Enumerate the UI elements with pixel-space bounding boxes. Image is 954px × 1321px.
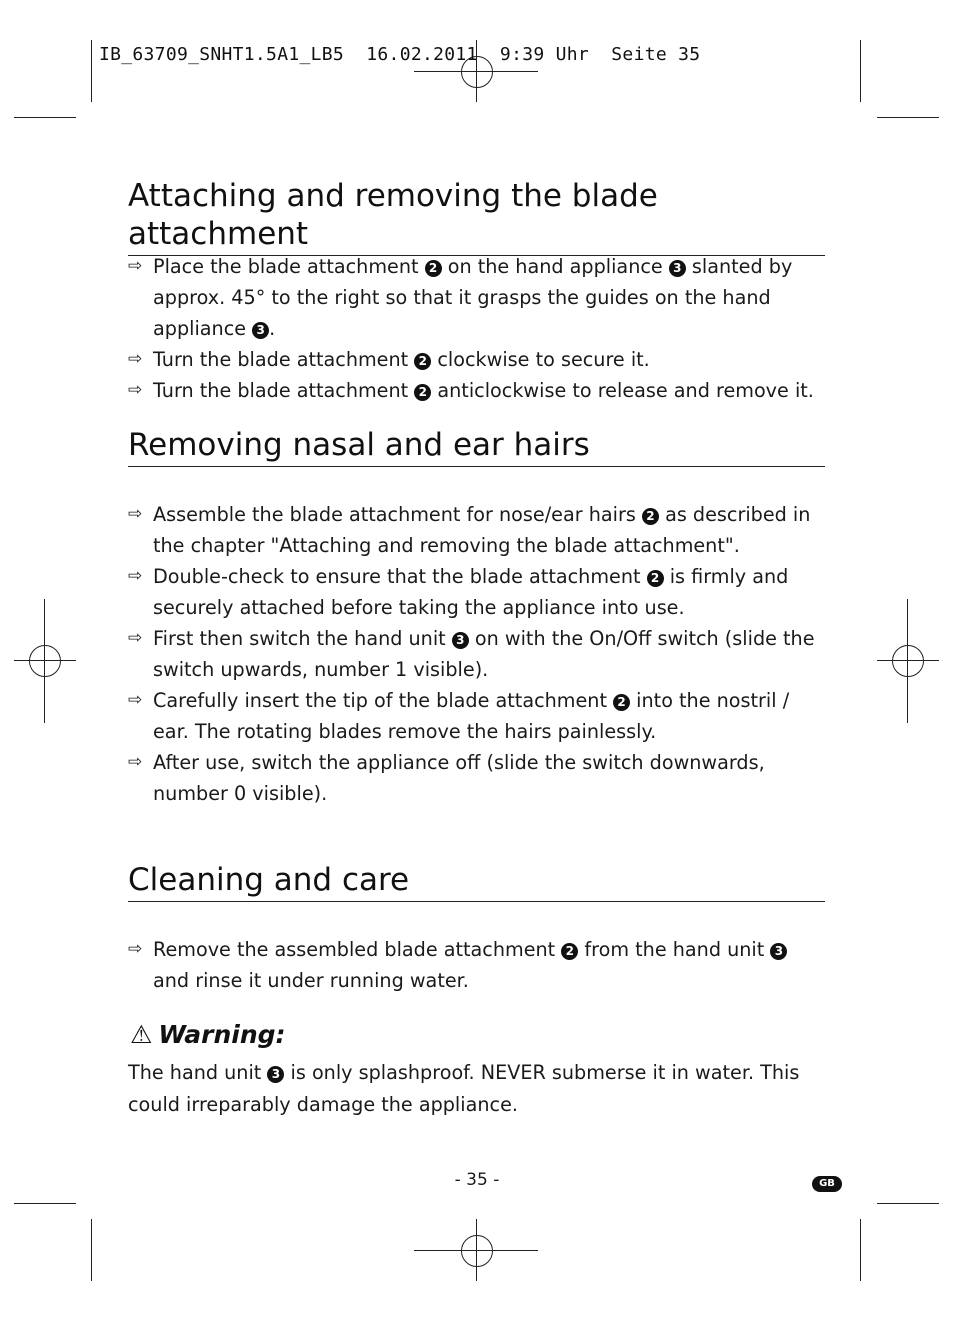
attaching-steps-list — [128, 251, 828, 406]
print-slug: IB_63709_SNHT1.5A1_LB5 16.02.2011 9:39 Uhr Seite 35 — [99, 44, 701, 65]
page-number: - 35 - — [454, 1170, 500, 1190]
arrow-right-icon: ⇨ — [128, 628, 143, 648]
number-badge: 3 — [452, 632, 469, 649]
list-item: ⇨ Assemble the blade attachment for nose/ear hairs 2 as described in the chapter "Attaching and removing the blade attachment". — [128, 499, 828, 561]
number-badge: 3 — [267, 1066, 284, 1083]
arrow-right-icon: ⇨ — [128, 752, 143, 772]
arrow-right-icon: ⇨ — [128, 380, 143, 400]
number-badge: 2 — [642, 508, 659, 525]
list-item: ⇨ Turn the blade attachment 2 clockwise to secure it. — [128, 344, 828, 375]
arrow-right-icon: ⇨ — [128, 566, 143, 586]
list-item: ⇨ Double-check to ensure that the blade attachment 2 is firmly and securely attached before taking the appliance into use. — [128, 561, 828, 623]
arrow-right-icon: ⇨ — [128, 504, 143, 524]
list-item: ⇨ Carefully insert the tip of the blade attachment 2 into the nostril / ear. The rotating blades remove the hairs painlessly. — [128, 685, 828, 747]
list-item: ⇨ Place the blade attachment 2 on the hand appliance 3 slanted by approx. 45° to the right so that it grasps the guides on the hand appliance 3 . — [128, 251, 828, 344]
list-item: ⇨ Turn the blade attachment 2 anticlockwise to release and remove it. — [128, 375, 828, 406]
language-badge: GB — [812, 1176, 842, 1192]
list-item: ⇨ First then switch the hand unit 3 on with the On/Off switch (slide the switch upwards, number 1 visible). — [128, 623, 828, 685]
section-title-cleaning: Cleaning and care — [128, 861, 825, 902]
cleaning-steps-list — [128, 934, 828, 996]
number-badge: 2 — [414, 353, 431, 370]
number-badge: 3 — [770, 943, 787, 960]
removing-hairs-steps-list — [128, 499, 828, 809]
number-badge: 2 — [414, 384, 431, 401]
number-badge: 2 — [561, 943, 578, 960]
arrow-right-icon: ⇨ — [128, 256, 143, 276]
warning-heading: ⚠ Warning: — [130, 1020, 286, 1049]
number-badge: 2 — [647, 570, 664, 587]
warning-triangle-icon: ⚠ — [130, 1020, 153, 1049]
arrow-right-icon: ⇨ — [128, 939, 143, 959]
list-item: ⇨ After use, switch the appliance off (slide the switch downwards, number 0 visible). — [128, 747, 828, 809]
number-badge: 3 — [669, 260, 686, 277]
section-title-removing-hairs: Removing nasal and ear hairs — [128, 426, 825, 467]
section-title-attaching: Attaching and removing the blade attachment — [128, 177, 825, 256]
list-item: ⇨ Remove the assembled blade attachment 2 from the hand unit 3 and rinse it under running water. — [128, 934, 828, 996]
arrow-right-icon: ⇨ — [128, 690, 143, 710]
arrow-right-icon: ⇨ — [128, 349, 143, 369]
number-badge: 3 — [252, 322, 269, 339]
number-badge: 2 — [425, 260, 442, 277]
number-badge: 2 — [613, 694, 630, 711]
warning-text: The hand unit 3 is only splashproof. NEVER submerse it in water. This could irreparably damage the appliance. — [128, 1061, 800, 1116]
